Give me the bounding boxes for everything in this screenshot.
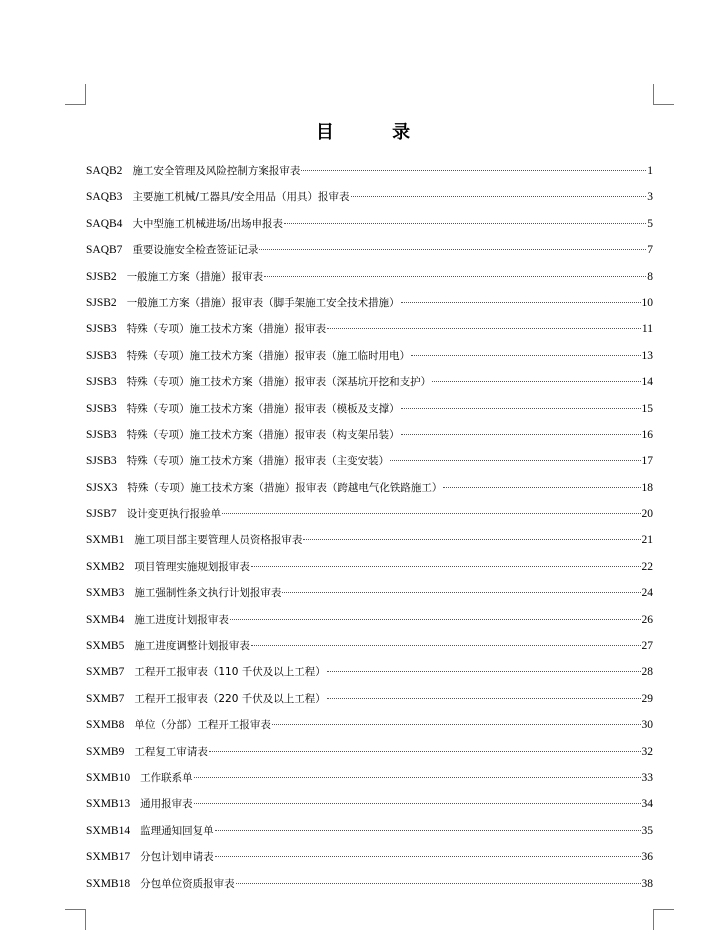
toc-entry-title: 特殊（专项）施工技术方案（措施）报审表（深基坑开挖和支护） [126, 376, 432, 389]
toc-entry[interactable] [86, 686, 653, 712]
toc-entry-code: SJSB2 [86, 270, 117, 283]
toc-entry-title: 大中型施工机械进场/出场申报表 [132, 217, 283, 230]
toc-entry[interactable] [86, 844, 653, 870]
toc-entry-page-number: 22 [641, 560, 653, 573]
toc-entry-title: 施工进度计划报审表 [134, 613, 229, 626]
toc-entry-code: SAQB4 [86, 217, 123, 230]
toc-entry-title: 施工进度调整计划报审表 [134, 640, 250, 653]
crop-mark-top-left [65, 84, 86, 105]
toc-entry-code: SXMB7 [86, 692, 125, 705]
dot-leader [251, 566, 641, 567]
toc-entry[interactable] [86, 316, 653, 342]
toc-title: 目 录 [315, 122, 437, 143]
toc-entry-page-number: 10 [641, 296, 653, 309]
toc-entry-code: SAQB3 [86, 191, 123, 204]
toc-entry-title: 施工安全管理及风险控制方案报审表 [132, 165, 301, 177]
dot-leader [327, 698, 641, 699]
dot-leader [282, 592, 640, 593]
toc-entry-page-number: 14 [641, 376, 653, 389]
toc-entry-code: SJSB3 [86, 323, 117, 336]
toc-entry[interactable] [86, 448, 653, 474]
toc-entry-page-number: 20 [641, 508, 653, 521]
toc-entry-code: SXMB1 [86, 534, 125, 547]
toc-entry-code: SJSB7 [86, 508, 117, 521]
dot-leader [259, 249, 646, 250]
toc-entry-title: 特殊（专项）施工技术方案（措施）报审表（施工临时用电） [126, 349, 411, 362]
toc-entry-title: 重要设施安全检查签证记录 [132, 244, 259, 257]
toc-entry-code: SJSB3 [86, 349, 117, 362]
toc-entry-title: 一般施工方案（措施）报审表 [126, 270, 264, 283]
toc-entry[interactable] [86, 501, 653, 527]
toc-entry-code: SJSB3 [86, 402, 117, 415]
toc-entry-code: SJSB3 [86, 455, 117, 468]
toc-entry-page-number: 21 [641, 534, 653, 547]
toc-entry-page-number: 29 [641, 692, 653, 705]
toc-entry-title: 设计变更执行报验单 [126, 508, 222, 521]
toc-entry-page-number: 30 [641, 719, 653, 732]
toc-entry-page-number: 17 [641, 455, 653, 468]
dot-leader [327, 671, 641, 672]
toc-entry-title: 主要施工机械/工器具/安全用品（用具）报审表 [132, 191, 350, 204]
toc-entry-title: 监理通知回复单 [140, 824, 214, 837]
toc-entry-page-number: 18 [641, 481, 653, 494]
toc-entry-title: 一般施工方案（措施）报审表（脚手架施工安全技术措施） [126, 296, 400, 309]
toc-entry[interactable] [86, 791, 653, 817]
toc-entry[interactable] [86, 237, 653, 263]
toc-entry[interactable] [86, 765, 653, 791]
dot-leader [222, 513, 640, 514]
toc-entry[interactable] [86, 343, 653, 369]
toc-entry[interactable] [86, 818, 653, 844]
toc-entry[interactable] [86, 158, 653, 184]
toc-entry-code: SJSB2 [86, 296, 117, 309]
toc-entry-code: SXMB2 [86, 560, 125, 573]
dot-leader [301, 170, 646, 171]
dot-leader [443, 487, 640, 488]
dot-leader [284, 223, 646, 224]
toc-entry-title: 工程开工报审表（110 千伏及以上工程） [134, 666, 326, 679]
toc-entry-code: SXMB8 [86, 719, 125, 732]
toc-entry-code: SXMB18 [86, 877, 131, 890]
dot-leader [215, 830, 641, 831]
toc-entry[interactable] [86, 290, 653, 316]
table-of-contents [86, 158, 653, 897]
dot-leader [194, 803, 641, 804]
toc-entry-title: 通用报审表 [140, 798, 193, 811]
toc-entry-page-number: 26 [641, 613, 653, 626]
toc-entry-code: SAQB2 [86, 165, 123, 177]
toc-entry-page-number: 36 [641, 851, 653, 864]
toc-entry-code: SXMB13 [86, 798, 131, 811]
toc-entry-page-number: 32 [641, 745, 653, 758]
dot-leader [351, 196, 647, 197]
toc-entry[interactable] [86, 580, 653, 606]
toc-entry-code: SJSB3 [86, 428, 117, 441]
toc-entry-code: SXMB14 [86, 824, 131, 837]
crop-mark-bottom-left [65, 909, 86, 930]
toc-entry-title: 单位（分部）工程开工报审表 [134, 719, 271, 732]
toc-entry-code: SXMB3 [86, 587, 125, 600]
toc-entry[interactable] [86, 607, 653, 633]
toc-entry[interactable] [86, 633, 653, 659]
toc-entry-title: 特殊（专项）施工技术方案（措施）报审表（构支架吊装） [126, 428, 400, 441]
dot-leader [251, 645, 641, 646]
toc-entry-code: SXMB4 [86, 613, 125, 626]
toc-entry-code: SXMB17 [86, 851, 131, 864]
toc-entry-page-number: 15 [641, 402, 653, 415]
toc-entry-title: 工程开工报审表（220 千伏及以上工程） [134, 692, 326, 705]
dot-leader [230, 619, 641, 620]
toc-entry-code: SJSX3 [86, 481, 118, 494]
dot-leader [390, 460, 640, 461]
toc-entry-page-number: 27 [641, 640, 653, 653]
toc-entry-page-number: 16 [641, 428, 653, 441]
dot-leader [272, 724, 641, 725]
toc-entry-code: SXMB9 [86, 745, 125, 758]
toc-entry-title: 施工强制性条文执行计划报审表 [134, 587, 282, 600]
toc-entry[interactable] [86, 396, 653, 422]
toc-entry-title: 特殊（专项）施工技术方案（措施）报审表（跨越电气化铁路施工） [127, 481, 443, 494]
toc-entry-page-number: 28 [641, 666, 653, 679]
toc-entry[interactable] [86, 739, 653, 765]
toc-entry-code: SJSB3 [86, 376, 117, 389]
toc-entry-page-number: 38 [641, 877, 653, 890]
dot-leader [236, 883, 641, 884]
crop-mark-bottom-right [653, 909, 674, 930]
toc-entry-code: SAQB7 [86, 244, 123, 257]
dot-leader [401, 302, 641, 303]
toc-entry-title: 工程复工审请表 [134, 745, 208, 758]
dot-leader [411, 355, 640, 356]
toc-entry-title: 特殊（专项）施工技术方案（措施）报审表（模板及支撑） [126, 402, 400, 415]
dot-leader [194, 777, 641, 778]
toc-entry-page-number: 33 [641, 771, 653, 784]
toc-entry[interactable] [86, 712, 653, 738]
toc-entry-code: SXMB5 [86, 640, 125, 653]
toc-entry-code: SXMB10 [86, 771, 131, 784]
toc-entry[interactable] [86, 369, 653, 395]
toc-entry-page-number: 11 [641, 323, 653, 336]
toc-entry[interactable] [86, 211, 653, 237]
toc-entry-code: SXMB7 [86, 666, 125, 679]
crop-mark-top-right [653, 84, 674, 105]
toc-entry-title: 项目管理实施规划报审表 [134, 560, 250, 573]
toc-entry-title: 分包计划申请表 [140, 851, 214, 864]
dot-leader [401, 434, 641, 435]
toc-entry[interactable] [86, 527, 653, 553]
toc-entry-page-number: 5 [647, 217, 653, 230]
toc-entry[interactable] [86, 422, 653, 448]
toc-entry-title: 特殊（专项）施工技术方案（措施）报审表（主变安装） [126, 455, 390, 468]
toc-entry-title: 特殊（专项）施工技术方案（措施）报审表 [126, 323, 327, 336]
toc-entry[interactable] [86, 475, 653, 501]
toc-entry-page-number: 13 [641, 349, 653, 362]
toc-entry-title: 施工项目部主要管理人员资格报审表 [134, 534, 303, 547]
toc-entry-page-number: 24 [641, 587, 653, 600]
toc-entry-page-number: 8 [647, 270, 653, 283]
dot-leader [432, 381, 640, 382]
toc-entry[interactable] [86, 659, 653, 685]
dot-leader [327, 328, 641, 329]
toc-entry-page-number: 34 [641, 798, 653, 811]
dot-leader [401, 408, 641, 409]
dot-leader [303, 539, 640, 540]
toc-entry[interactable] [86, 184, 653, 210]
toc-entry[interactable] [86, 264, 653, 290]
toc-entry-page-number: 7 [647, 244, 653, 257]
toc-entry-page-number: 1 [647, 165, 653, 177]
toc-entry[interactable] [86, 554, 653, 580]
toc-entry-page-number: 35 [641, 824, 653, 837]
toc-entry-title: 分包单位资质报审表 [140, 877, 235, 890]
dot-leader [264, 276, 646, 277]
toc-entry[interactable] [86, 871, 653, 897]
toc-entry-page-number: 3 [647, 191, 653, 204]
dot-leader [209, 751, 641, 752]
toc-entry-title: 工作联系单 [140, 771, 193, 784]
dot-leader [215, 856, 641, 857]
